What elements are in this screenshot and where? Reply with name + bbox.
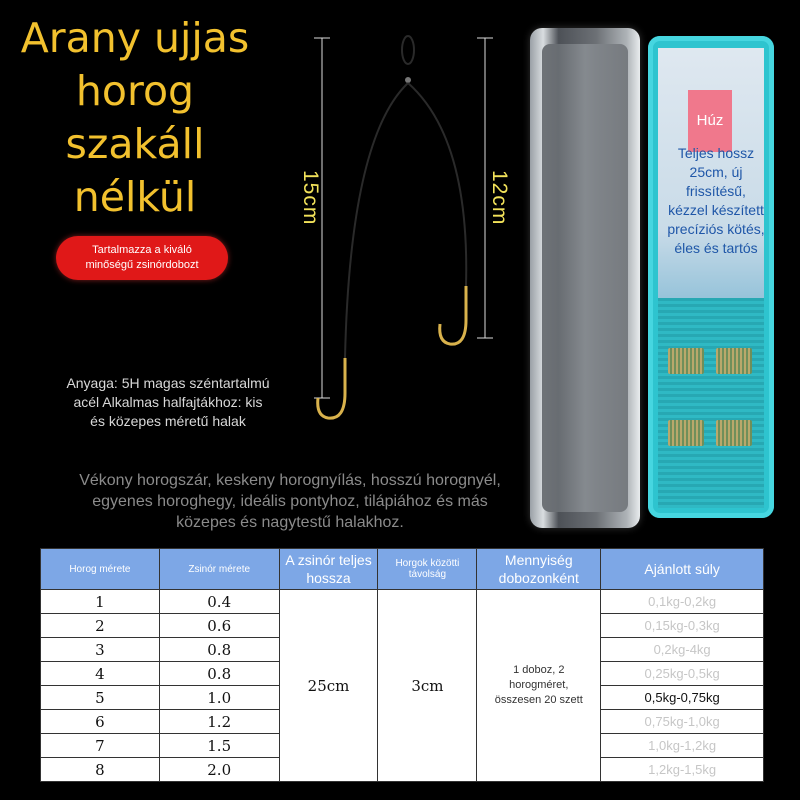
table-row: 5 1.0 0,5kg-0,75kg [41, 686, 764, 710]
title-line-1: Arany ujjas [20, 14, 250, 62]
title-line-2: horog [75, 67, 195, 115]
hook-pack-icon [716, 420, 752, 446]
length-label-12cm: 12cm [488, 170, 511, 226]
box-lid [530, 28, 640, 528]
distance-cell: 3cm [378, 590, 477, 782]
header-line-size: Zsinór mérete [159, 549, 279, 590]
table-row: 2 0.6 0,15kg-0,3kg [41, 614, 764, 638]
header-hook-size: Horog mérete [41, 549, 160, 590]
line-box [648, 36, 774, 518]
hook-pack-icon [668, 420, 704, 446]
table-row: 8 2.0 1,2kg-1,5kg [41, 758, 764, 782]
hook-right [440, 286, 466, 344]
badge-line-2: minőségű zsinórdobozt [85, 259, 199, 271]
title-line-4: nélkül [73, 173, 197, 221]
box-insert-text: Teljes hossz 25cm, új frissítésű, kézzel készített precíziós kötés, éles és tartós [667, 145, 765, 256]
header-distance: Horgok közötti távolság [378, 549, 477, 590]
product-title [0, 12, 270, 224]
header-quantity: Mennyiség dobozonként [477, 549, 601, 590]
box-included-badge [56, 236, 228, 280]
hook-rig-illustration [290, 28, 530, 428]
length-label-15cm: 15cm [299, 170, 322, 226]
header-total-length: A zsinór teljes hossza [279, 549, 378, 590]
header-weight: Ajánlott súly [601, 549, 764, 590]
table-header-row [41, 549, 764, 590]
material-text: Anyaga: 5H magas széntartalmú acél Alkalmas halfajtákhoz: kis és közepes méretű halak [66, 375, 270, 429]
quantity-cell: 1 doboz, 2 horogméret, összesen 20 szett [477, 590, 601, 782]
table-row: 1 0.4 25cm 3cm 1 doboz, 2 horogméret, összesen 20 szett 0,1kg-0,2kg [41, 590, 764, 614]
hook-pack-icon [716, 348, 752, 374]
title-line-3: szakáll [65, 120, 205, 168]
table-row: 6 1.2 0,75kg-1,0kg [41, 710, 764, 734]
table-row: 4 0.8 0,25kg-0,5kg [41, 662, 764, 686]
product-description: Vékony horogszár, keskeny horognyílás, hosszú horognyél, egyenes horoghegy, ideális pontyhoz, tilápiához és más közepes és nagytestű halakhoz. [79, 472, 501, 531]
total-length-cell: 25cm [279, 590, 378, 782]
snell-left [345, 83, 408, 358]
line-loop [402, 36, 414, 64]
snell-right [408, 83, 466, 286]
box-foam [658, 298, 764, 508]
table-row: 3 0.8 0,2kg-4kg [41, 638, 764, 662]
hook-pack-icon [668, 348, 704, 374]
badge-line-1: Tartalmazza a kiváló [92, 244, 192, 256]
spec-table [40, 548, 764, 782]
pull-tab-label: Húz [688, 90, 732, 152]
table-row: 7 1.5 1,0kg-1,2kg [41, 734, 764, 758]
